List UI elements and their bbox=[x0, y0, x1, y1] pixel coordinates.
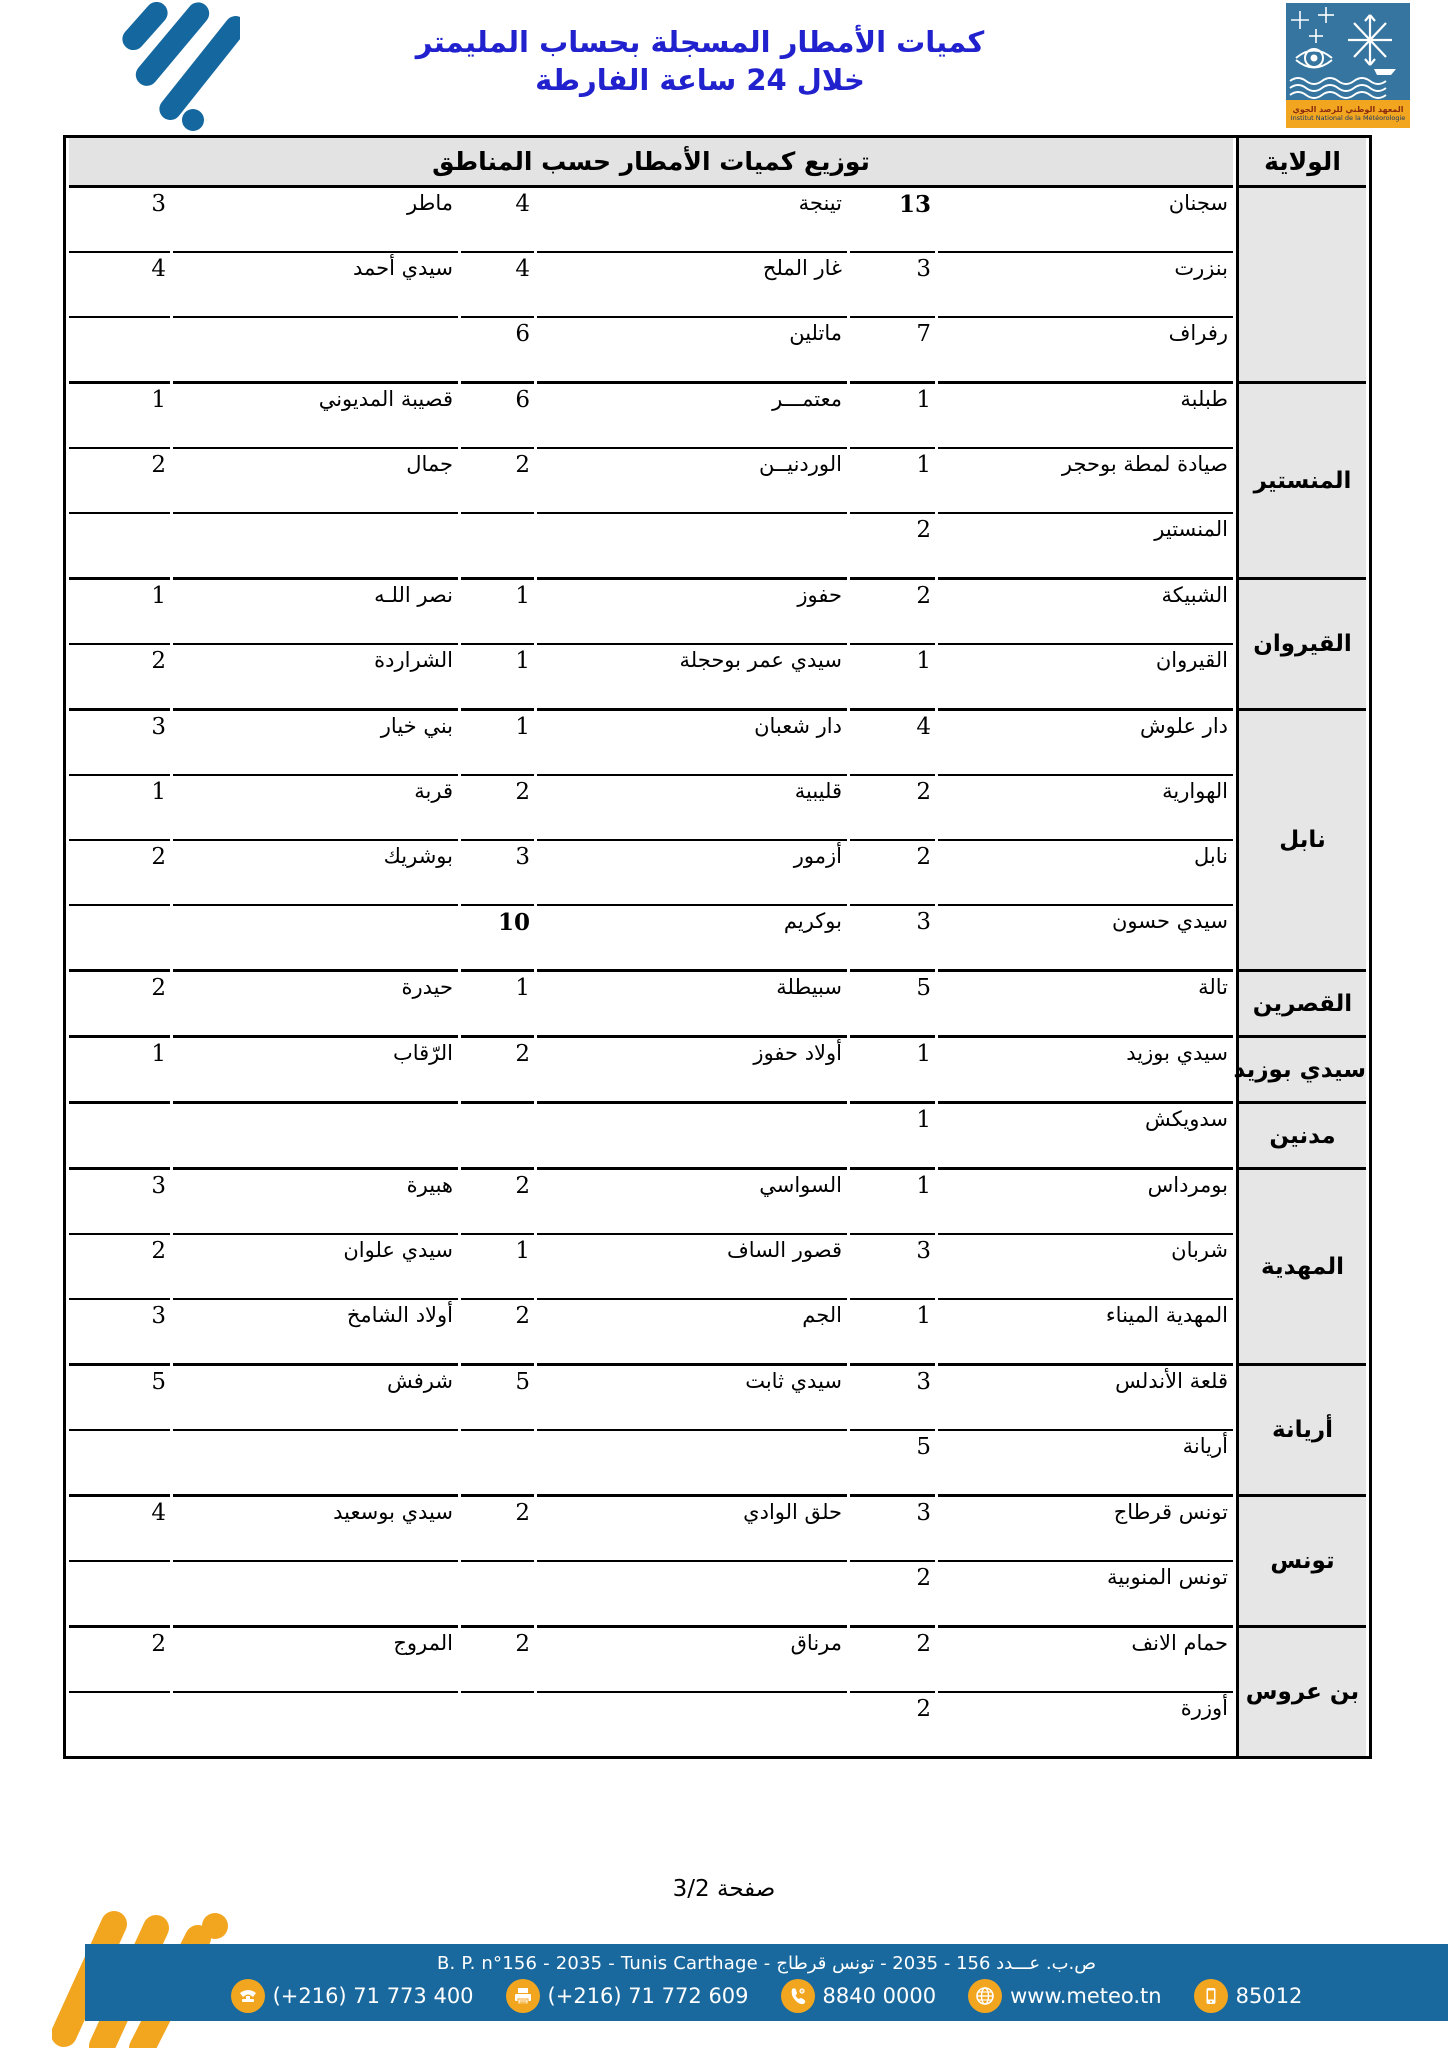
station-cell: هبيرة bbox=[173, 1170, 458, 1235]
value-cell: 5 bbox=[461, 1366, 534, 1431]
value-cell: 13 bbox=[850, 188, 935, 253]
sms-number: 85012 bbox=[1235, 1983, 1303, 2008]
value-cell: 5 bbox=[850, 1431, 935, 1497]
wilaya-cell: المهدية bbox=[1236, 1170, 1366, 1366]
table-row bbox=[69, 906, 1366, 972]
station-cell: طبلبة bbox=[938, 384, 1233, 449]
station-cell: صيادة لمطة بوحجر bbox=[938, 449, 1233, 514]
value-cell: 2 bbox=[69, 645, 170, 711]
station-cell: أوزرة bbox=[1180, 1696, 1228, 1720]
globe-icon bbox=[968, 1979, 1002, 2013]
value-cell: 2 bbox=[461, 1628, 534, 1693]
value-cell: 3 bbox=[69, 711, 170, 776]
station-cell: قليبية bbox=[537, 776, 847, 841]
wilaya-cell: بن عروس bbox=[1236, 1628, 1366, 1756]
inm-emblem bbox=[1286, 3, 1410, 128]
station-cell: الهوارية bbox=[938, 776, 1233, 841]
value-cell bbox=[461, 1104, 534, 1170]
value-cell: 2 bbox=[461, 1170, 534, 1235]
station-cell: نابل bbox=[938, 841, 1233, 906]
table-row bbox=[69, 1628, 1366, 1693]
value-cell: 1 bbox=[461, 645, 534, 711]
station-cell: تونس المنوبية bbox=[938, 1562, 1233, 1628]
website-url: www.meteo.tn bbox=[1010, 1983, 1162, 2008]
value-cell: 3 bbox=[461, 841, 534, 906]
station-cell: سدويكش bbox=[938, 1104, 1233, 1170]
value-cell: 3 bbox=[850, 1497, 935, 1562]
contact-sms bbox=[1194, 1979, 1303, 2013]
value-cell: 1 bbox=[461, 972, 534, 1038]
value-cell: 4 bbox=[69, 1497, 170, 1562]
wilaya-cell: المنستير bbox=[1236, 384, 1366, 580]
station-cell: السواسي bbox=[537, 1170, 847, 1235]
value-cell bbox=[461, 1431, 534, 1497]
value-cell: 4 bbox=[850, 711, 935, 776]
table-row bbox=[69, 1431, 1366, 1497]
value-cell bbox=[69, 1104, 170, 1170]
station-cell: تالة bbox=[938, 972, 1233, 1038]
value-cell: 1 bbox=[69, 776, 170, 841]
value-cell: 5 bbox=[69, 1366, 170, 1431]
value-cell: 1 bbox=[850, 384, 935, 449]
station-cell bbox=[173, 514, 458, 580]
value-cell: 1 bbox=[461, 1235, 534, 1300]
station-cell: بوشريك bbox=[173, 841, 458, 906]
value-cell: 2 bbox=[850, 1562, 935, 1628]
table-row bbox=[69, 645, 1366, 711]
fax-number: (+216) 71 772 609 bbox=[547, 1983, 749, 2008]
station-cell bbox=[173, 1562, 458, 1628]
value-cell bbox=[461, 1562, 534, 1628]
value-cell: 3 bbox=[850, 1366, 935, 1431]
table-row bbox=[69, 1235, 1366, 1300]
value-cell: 1 bbox=[461, 580, 534, 645]
value-cell: 3 bbox=[69, 1300, 170, 1366]
value-cell: 2 bbox=[916, 1696, 931, 1722]
station-cell: سبيطلة bbox=[537, 972, 847, 1038]
station-cell: دار شعبان bbox=[537, 711, 847, 776]
value-cell bbox=[69, 514, 170, 580]
station-cell bbox=[537, 1431, 847, 1497]
station-cell: الجم bbox=[537, 1300, 847, 1366]
value-cell: 1 bbox=[850, 1104, 935, 1170]
wilaya-cell bbox=[1236, 188, 1366, 384]
inm-caption-french: Institut National de la Météorologie bbox=[1290, 113, 1406, 122]
wilaya-cell: القصرين bbox=[1236, 972, 1366, 1038]
table-row bbox=[69, 776, 1366, 841]
station-cell: تونس قرطاج bbox=[938, 1497, 1233, 1562]
table-row bbox=[69, 449, 1366, 514]
station-cell: الرّقاب bbox=[173, 1038, 458, 1104]
table-row bbox=[69, 318, 1366, 384]
value-cell: 2 bbox=[69, 1628, 170, 1693]
mobile-icon bbox=[1194, 1979, 1228, 2013]
page-number: صفحة 3/2 bbox=[672, 1876, 776, 1902]
value-cell bbox=[69, 1431, 170, 1497]
station-cell bbox=[173, 318, 458, 384]
value-cell: 5 bbox=[850, 972, 935, 1038]
value-cell: 7 bbox=[850, 318, 935, 384]
table-row bbox=[69, 1497, 1366, 1562]
phone-number: (+216) 71 773 400 bbox=[272, 1983, 474, 2008]
station-cell: أريانة bbox=[938, 1431, 1233, 1497]
value-cell bbox=[461, 1693, 534, 1756]
value-cell: 2 bbox=[461, 776, 534, 841]
station-cell: سيدي ثابت bbox=[537, 1366, 847, 1431]
station-cell: حمام الانف bbox=[938, 1628, 1233, 1693]
value-cell: 2 bbox=[850, 514, 935, 580]
station-cell: سيدي حسون bbox=[938, 906, 1233, 972]
station-cell: سيدي علوان bbox=[173, 1235, 458, 1300]
value-cell: 1 bbox=[69, 1038, 170, 1104]
wilaya-cell: تونس bbox=[1236, 1497, 1366, 1628]
table-row bbox=[69, 514, 1366, 580]
station-cell: قربة bbox=[173, 776, 458, 841]
table-row bbox=[69, 1170, 1366, 1235]
handset-icon bbox=[781, 1979, 815, 2013]
wilaya-cell: أريانة bbox=[1236, 1366, 1366, 1497]
distribution-header: توزيع كميات الأمطار حسب المناطق bbox=[69, 138, 1233, 188]
station-cell: أزمور bbox=[537, 841, 847, 906]
value-cell: 2 bbox=[69, 1235, 170, 1300]
value-cell bbox=[69, 1562, 170, 1628]
value-cell: 2 bbox=[69, 841, 170, 906]
value-cell: 6 bbox=[461, 318, 534, 384]
contact-fax bbox=[506, 1979, 749, 2013]
station-cell: شرفش bbox=[173, 1366, 458, 1431]
station-cell: سيدي أحمد bbox=[173, 253, 458, 318]
phone-icon bbox=[231, 1979, 265, 2013]
station-cell: جمال bbox=[173, 449, 458, 514]
station-cell: بني خيار bbox=[173, 711, 458, 776]
station-cell: ماطر bbox=[173, 188, 458, 253]
contact-callcenter bbox=[781, 1979, 937, 2013]
station-cell: بومرداس bbox=[938, 1170, 1233, 1235]
value-cell: 1 bbox=[461, 711, 534, 776]
station-cell bbox=[537, 1562, 847, 1628]
wilaya-column-header: الولاية bbox=[1236, 138, 1366, 188]
value-cell: 2 bbox=[850, 841, 935, 906]
station-cell: حفوز bbox=[537, 580, 847, 645]
station-cell: سيدي عمر بوحجلة bbox=[537, 645, 847, 711]
station-cell: ماتلين bbox=[537, 318, 847, 384]
station-cell: مرناق bbox=[537, 1628, 847, 1693]
wilaya-cell: القيروان bbox=[1236, 580, 1366, 711]
table-row bbox=[69, 1562, 1366, 1628]
table-row bbox=[69, 711, 1366, 776]
inm-emblem-caption bbox=[1286, 100, 1410, 128]
footer-bar bbox=[85, 1944, 1448, 2021]
value-cell: 2 bbox=[850, 1628, 935, 1693]
station-cell: المهدية الميناء bbox=[938, 1300, 1233, 1366]
table-row bbox=[69, 1038, 1366, 1104]
value-cell: 6 bbox=[461, 384, 534, 449]
station-cell: حلق الوادي bbox=[537, 1497, 847, 1562]
postal-address: B. P. n°156 - 2035 - Tunis Carthage - ص.ب. عـــدد 156 - 2035 - تونس قرطاج bbox=[436, 1952, 1097, 1974]
wilaya-cell: مدنين bbox=[1236, 1104, 1366, 1170]
title-line-1: كميات الأمطار المسجلة بحساب المليمتر bbox=[415, 25, 985, 59]
station-cell: شربان bbox=[938, 1235, 1233, 1300]
station-cell: المنستير bbox=[938, 514, 1233, 580]
value-cell: 1 bbox=[850, 449, 935, 514]
station-cell bbox=[173, 1104, 458, 1170]
station-cell: غار الملح bbox=[537, 253, 847, 318]
value-cell: 3 bbox=[850, 253, 935, 318]
station-cell: نصر اللـه bbox=[173, 580, 458, 645]
wilaya-cell: نابل bbox=[1236, 711, 1366, 972]
value-cell: 4 bbox=[461, 253, 534, 318]
callcenter-number: 8840 0000 bbox=[822, 1983, 937, 2008]
contact-phone bbox=[231, 1979, 474, 2013]
value-cell: 10 bbox=[461, 906, 534, 972]
value-cell: 2 bbox=[850, 580, 935, 645]
table-row bbox=[69, 1366, 1366, 1431]
value-cell: 2 bbox=[461, 449, 534, 514]
inm-emblem-art bbox=[1286, 3, 1410, 100]
station-cell bbox=[537, 1104, 847, 1170]
station-cell: حيدرة bbox=[173, 972, 458, 1038]
value-cell bbox=[69, 1693, 170, 1756]
table-row bbox=[69, 1300, 1366, 1366]
station-cell: القيروان bbox=[938, 645, 1233, 711]
contact-list bbox=[215, 1979, 1319, 2013]
value-cell: 2 bbox=[461, 1300, 534, 1366]
value-cell: 2 bbox=[461, 1497, 534, 1562]
station-cell: الشبيكة bbox=[938, 580, 1233, 645]
station-cell: بنزرت bbox=[938, 253, 1233, 318]
weather-emblem-icon bbox=[1286, 3, 1410, 100]
value-cell: 3 bbox=[850, 1235, 935, 1300]
table-row bbox=[69, 580, 1366, 645]
rain-table bbox=[66, 138, 1369, 1756]
value-cell: 1 bbox=[850, 645, 935, 711]
station-cell: قصيبة المديوني bbox=[173, 384, 458, 449]
value-cell: 4 bbox=[69, 253, 170, 318]
station-cell bbox=[537, 514, 847, 580]
rainfall-table-wrapper bbox=[63, 135, 1372, 1759]
station-cell: سجنان bbox=[938, 188, 1233, 253]
value-cell: 4 bbox=[461, 188, 534, 253]
table-header-row bbox=[69, 138, 1366, 188]
station-cell: المروج bbox=[173, 1628, 458, 1693]
value-cell: 2 bbox=[850, 776, 935, 841]
value-cell: 1 bbox=[69, 580, 170, 645]
fax-icon bbox=[506, 1979, 540, 2013]
wilaya-cell: سيدي بوزيد bbox=[1236, 1038, 1366, 1104]
value-cell: 1 bbox=[850, 1038, 935, 1104]
value-cell: 3 bbox=[69, 1170, 170, 1235]
station-cell: قصور الساف bbox=[537, 1235, 847, 1300]
station-cell: الوردنيــن bbox=[537, 449, 847, 514]
station-cell: رفراف bbox=[938, 318, 1233, 384]
table-row bbox=[69, 972, 1366, 1038]
table-row bbox=[69, 384, 1366, 449]
station-cell: دار علوش bbox=[938, 711, 1233, 776]
station-cell: معتمـــر bbox=[537, 384, 847, 449]
table-row bbox=[69, 188, 1366, 253]
value-cell: 2 bbox=[69, 449, 170, 514]
page-title bbox=[200, 24, 1200, 99]
table-body bbox=[69, 188, 1366, 1756]
value-cell: 2 bbox=[461, 1038, 534, 1104]
value-cell: 1 bbox=[69, 384, 170, 449]
inm-caption-arabic: المعهد الوطني للرصد الجوي bbox=[1292, 105, 1404, 115]
title-line-2: خلال 24 ساعة الفارطة bbox=[535, 62, 865, 97]
station-cell: أولاد الشامخ bbox=[173, 1300, 458, 1366]
value-cell: 1 bbox=[850, 1300, 935, 1366]
station-cell: سيدي بوزيد bbox=[938, 1038, 1233, 1104]
table-row bbox=[69, 1693, 1366, 1756]
value-cell: 3 bbox=[850, 906, 935, 972]
station-cell: أولاد حفوز bbox=[537, 1038, 847, 1104]
station-cell: تينجة bbox=[537, 188, 847, 253]
value-cell bbox=[461, 514, 534, 580]
table-row bbox=[69, 253, 1366, 318]
station-cell bbox=[537, 1693, 847, 1756]
value-cell bbox=[69, 906, 170, 972]
station-cell: سيدي بوسعيد bbox=[173, 1497, 458, 1562]
value-cell: 1 bbox=[850, 1170, 935, 1235]
table-row bbox=[69, 841, 1366, 906]
station-cell bbox=[173, 1431, 458, 1497]
contact-website bbox=[968, 1979, 1162, 2013]
table-row bbox=[69, 1104, 1366, 1170]
value-cell: 2 bbox=[69, 972, 170, 1038]
station-cell bbox=[173, 906, 458, 972]
value-cell: 3 bbox=[69, 188, 170, 253]
station-cell bbox=[173, 1693, 458, 1756]
station-cell: بوكريم bbox=[537, 906, 847, 972]
station-cell: قلعة الأندلس bbox=[938, 1366, 1233, 1431]
station-cell: الشراردة bbox=[173, 645, 458, 711]
value-cell bbox=[69, 318, 170, 384]
